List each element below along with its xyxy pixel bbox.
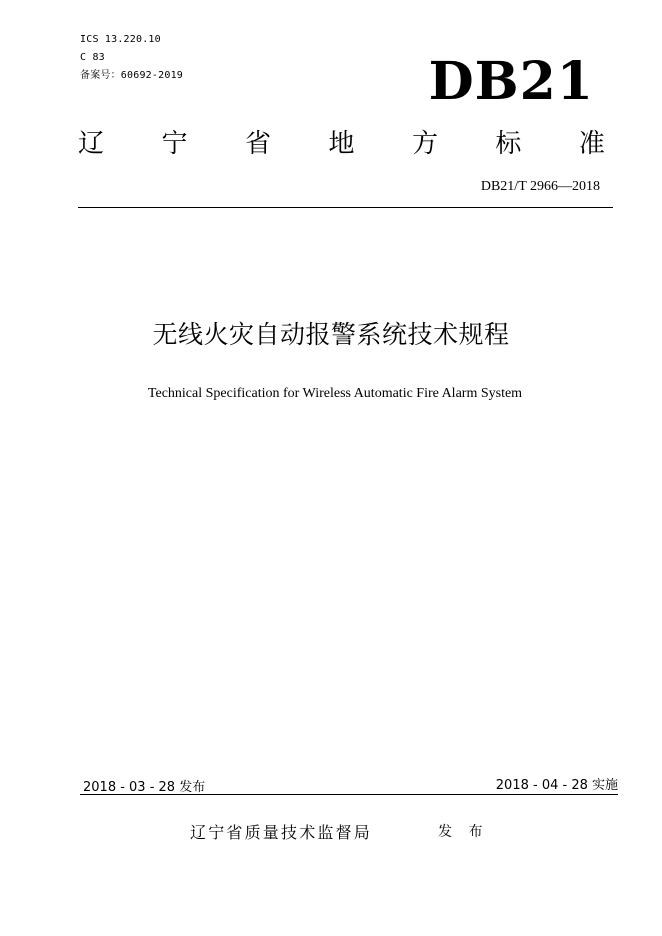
ics-code: ICS 13.220.10 [80, 34, 161, 45]
footer-divider [80, 794, 618, 795]
document-title-chinese: 无线火灾自动报警系统技术规程 [152, 320, 510, 349]
standard-logo: DB21 [428, 51, 594, 112]
publish-label: 发 布 [438, 824, 489, 840]
issue-date: 2018 - 03 - 28 发布 [83, 780, 206, 795]
standard-number: DB21/T 2966—2018 [480, 179, 600, 194]
publisher-name: 辽宁省质量技术监督局 [190, 823, 373, 842]
record-number: 备案号：60692-2019 [80, 70, 184, 81]
category-char: 省 [244, 129, 271, 159]
classification-code: C 83 [80, 52, 105, 63]
category-char: 方 [411, 129, 438, 159]
category-char: 宁 [161, 129, 188, 159]
header-divider [78, 207, 613, 208]
category-char: 标 [495, 129, 522, 159]
document-title-english: Technical Specification for Wireless Automatic Fire Alarm System [147, 386, 523, 401]
standard-category-title [78, 126, 605, 162]
category-char: 准 [578, 129, 605, 159]
category-char: 地 [328, 129, 355, 159]
implementation-date: 2018 - 04 - 28 实施 [495, 778, 618, 793]
category-char: 辽 [78, 129, 105, 159]
